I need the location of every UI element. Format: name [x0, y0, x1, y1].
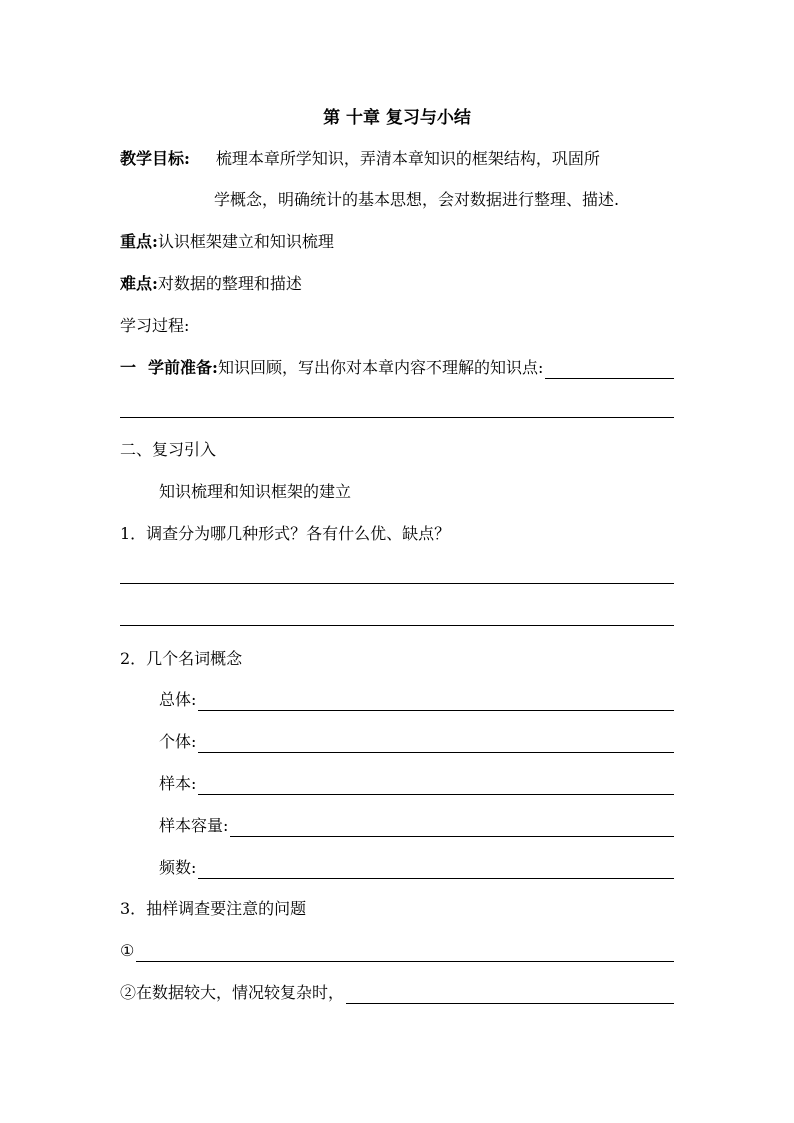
section2-subheading-text: 知识梳理和知识框架的建立	[159, 482, 352, 501]
question-1-answer-line-1[interactable]	[120, 583, 674, 584]
section1-blank[interactable]	[545, 360, 674, 379]
objective-text-2: 学概念，明确统计的基本思想，会对数据进行整理、描述.	[214, 190, 620, 209]
objective-line-2	[214, 189, 684, 211]
item-2-blank[interactable]	[346, 985, 674, 1004]
section2-heading	[120, 439, 674, 461]
item-2-text: ②在数据较大，情况较复杂时，	[120, 983, 345, 1002]
term-label: 样本:	[159, 774, 197, 793]
objective-line-1	[120, 148, 674, 170]
term-label: 总体:	[159, 690, 197, 709]
term-label: 样本容量:	[159, 816, 229, 835]
section1-text: 知识回顾，写出你对本章内容不理解的知识点:	[217, 358, 544, 377]
section2-subheading	[159, 481, 674, 503]
key-point	[120, 231, 674, 253]
question-1-text: 1．调查分为哪几种形式？各有什么优、缺点？	[120, 524, 451, 543]
section1-line	[120, 357, 674, 379]
term-blank[interactable]	[198, 692, 674, 711]
difficulty-label: 难点:	[120, 274, 158, 293]
page-title: 第 十章 复习与小结	[323, 108, 471, 128]
question-1	[120, 523, 674, 545]
difficulty	[120, 273, 674, 295]
term-label: 频数:	[159, 858, 197, 877]
process-label	[120, 315, 674, 337]
term-label: 个体:	[159, 732, 197, 751]
objective-label: 教学目标:	[120, 149, 190, 168]
question-3-item-1	[120, 940, 674, 962]
difficulty-text: 对数据的整理和描述	[157, 274, 302, 293]
process-label-text: 学习过程:	[120, 316, 190, 335]
objective-text-1: 梳理本章所学知识，弄清本章知识的框架结构，巩固所	[215, 149, 600, 168]
term-sample-size	[159, 815, 674, 837]
term-frequency	[159, 857, 674, 879]
item-1-blank[interactable]	[136, 943, 674, 962]
question-3-heading-text: 3．抽样调查要注意的问题	[120, 899, 307, 918]
section2-heading-text: 二、复习引入	[120, 440, 217, 459]
key-point-label: 重点:	[120, 232, 158, 251]
term-blank[interactable]	[198, 776, 674, 795]
term-blank[interactable]	[198, 860, 674, 879]
question-3-item-2	[120, 982, 674, 1004]
section1-number: 一	[120, 358, 137, 377]
question-1-answer-line-2[interactable]	[120, 625, 674, 626]
term-individual	[159, 731, 674, 753]
item-1-marker: ①	[120, 941, 135, 960]
question-2-heading	[120, 648, 674, 670]
section1-label: 学前准备:	[148, 358, 218, 377]
term-sample	[159, 773, 674, 795]
term-population	[159, 689, 674, 711]
term-blank[interactable]	[198, 734, 674, 753]
question-3-heading	[120, 898, 674, 920]
section1-answer-line[interactable]	[120, 417, 674, 418]
question-2-heading-text: 2．几个名词概念	[120, 649, 243, 668]
key-point-text: 认识框架建立和知识梳理	[157, 232, 334, 251]
term-blank[interactable]	[230, 818, 674, 837]
